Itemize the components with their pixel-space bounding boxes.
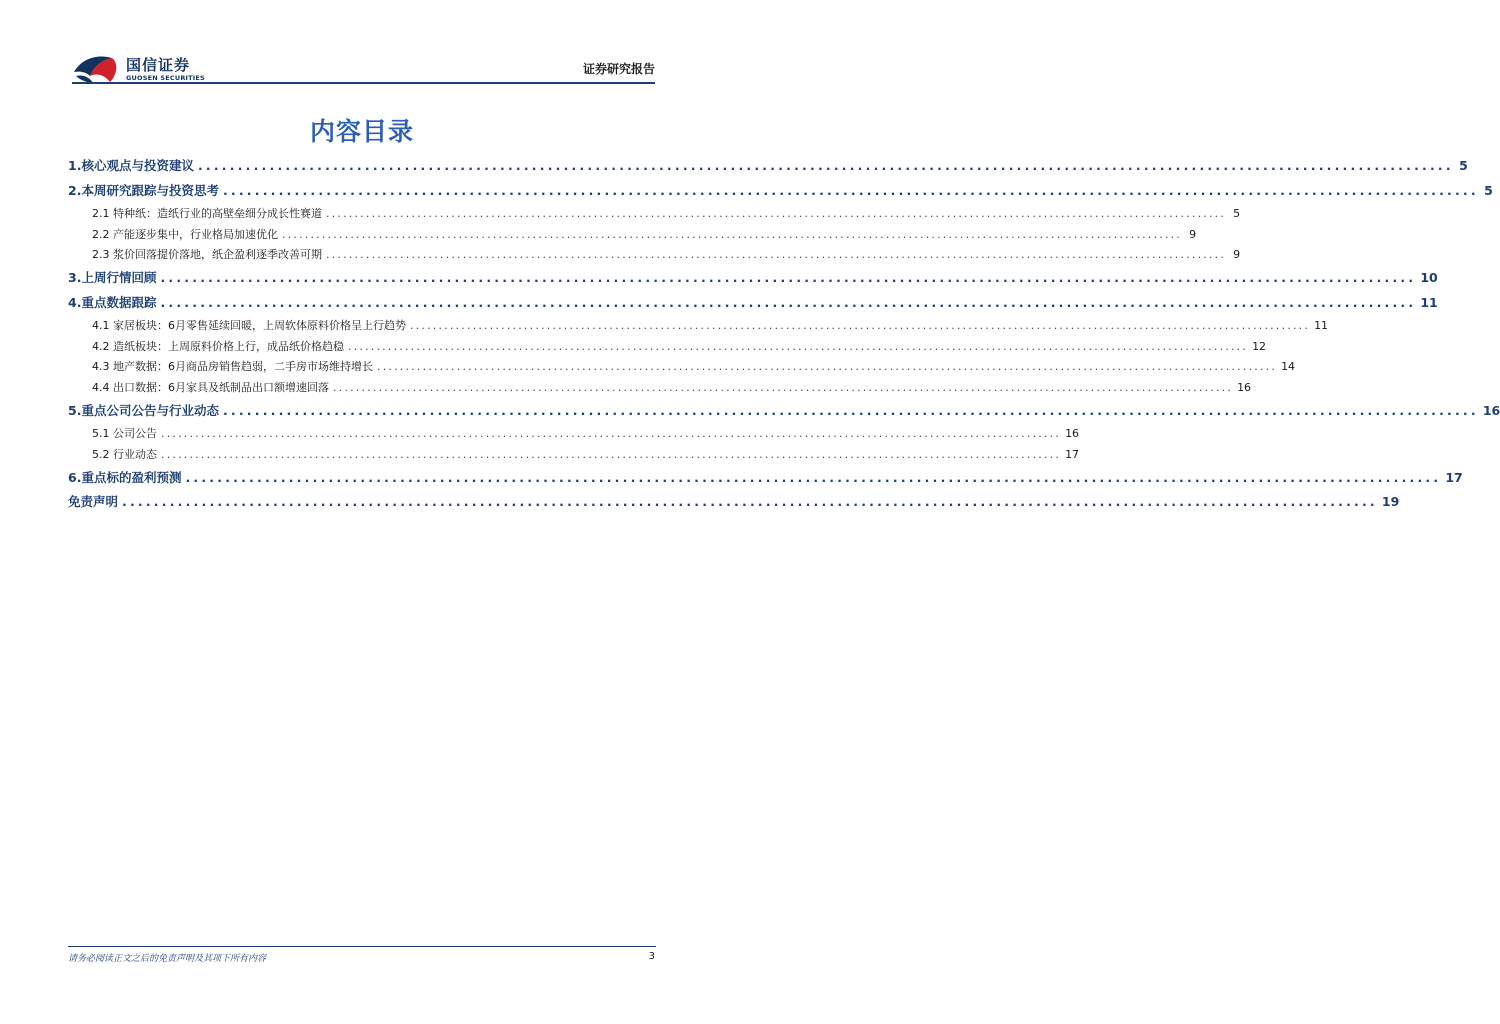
toc-dot-leader: .............................................................................................................................................................. — [326, 207, 1227, 220]
toc-entry-text: 4.3 地产数据：6月商品房销售趋弱，二手房市场维持增长 — [92, 360, 373, 373]
footer-divider — [68, 946, 656, 947]
toc-dot-leader: .............................................................................................................................................................. — [161, 448, 1062, 461]
toc-entry-2-1[interactable] — [92, 205, 1241, 221]
toc-dot-leader: .............................................................................................................................................................. — [333, 381, 1234, 394]
toc-entry-4-4[interactable] — [92, 379, 1252, 395]
toc-dot-leader: .............................................................................................................................................................. — [222, 183, 1479, 198]
toc-page-number: 19 — [1381, 494, 1400, 509]
toc-entry-text: 4.重点数据跟踪 — [68, 295, 157, 310]
toc-dot-leader: .............................................................................................................................................................. — [122, 494, 1378, 509]
toc-page-number: 17 — [1445, 470, 1463, 485]
toc-entry-2[interactable] — [68, 181, 1493, 199]
toc-entry-1[interactable] — [68, 156, 1468, 174]
toc-page-number: 5 — [1459, 158, 1468, 173]
toc-entry-4-1[interactable] — [92, 317, 1329, 333]
toc-page-number: 16 — [1237, 381, 1252, 394]
toc-entry-text: 4.4 出口数据：6月家具及纸制品出口额增速回落 — [92, 381, 329, 394]
toc-dot-leader: .............................................................................................................................................................. — [222, 403, 1479, 418]
toc-page-number: 11 — [1314, 319, 1329, 332]
toc-page-number: 9 — [1233, 248, 1241, 261]
page-number: 3 — [648, 951, 655, 962]
toc-entry-text: 免责声明 — [68, 494, 119, 509]
toc-entry-text: 4.1 家居板块：6月零售延续回暖，上周软体原料价格呈上行趋势 — [92, 319, 406, 332]
toc-entry-text: 5.1 公司公告 — [92, 427, 157, 440]
toc-page-number: 11 — [1420, 295, 1438, 310]
toc-page-number: 9 — [1189, 228, 1197, 241]
toc-dot-leader: .............................................................................................................................................................. — [410, 319, 1311, 332]
toc-entry-5-2[interactable] — [92, 446, 1080, 462]
toc-entry-text: 2.3 浆价回落提价落地，纸企盈利逐季改善可期 — [92, 248, 322, 261]
toc-entry-text: 4.2 造纸板块：上周原料价格上行，成品纸价格趋稳 — [92, 340, 344, 353]
toc-page-number: 17 — [1065, 448, 1080, 461]
toc-entry-text: 5.重点公司公告与行业动态 — [68, 403, 219, 418]
toc-dot-leader: .............................................................................................................................................................. — [348, 340, 1249, 353]
toc-entry-5[interactable] — [68, 401, 1500, 419]
toc-dot-leader: .............................................................................................................................................................. — [282, 228, 1183, 241]
toc-dot-leader: .............................................................................................................................................................. — [377, 360, 1278, 373]
toc-entry-4[interactable] — [68, 293, 1438, 311]
footer-disclaimer-note: 请务必阅读正文之后的免责声明及其项下所有内容 — [68, 954, 267, 964]
toc-dot-leader: .............................................................................................................................................................. — [160, 270, 1417, 285]
toc-page-number: 16 — [1065, 427, 1080, 440]
toc-entry-disclaimer[interactable] — [68, 492, 1400, 510]
toc-title: 内容目录 — [309, 117, 414, 146]
toc-page-number: 5 — [1484, 183, 1493, 198]
toc-entry-6[interactable] — [68, 468, 1463, 486]
toc-page-number: 10 — [1420, 270, 1438, 285]
toc-dot-leader: .............................................................................................................................................................. — [326, 248, 1227, 261]
toc-entry-text: 2.2 产能逐步集中，行业格局加速优化 — [92, 228, 278, 241]
toc-dot-leader: .............................................................................................................................................................. — [197, 158, 1454, 173]
toc-dot-leader: .............................................................................................................................................................. — [160, 295, 1417, 310]
toc-page-number: 14 — [1281, 360, 1296, 373]
toc-page-number: 12 — [1252, 340, 1267, 353]
toc-entry-2-3[interactable] — [92, 246, 1241, 262]
brand-name-en: GUOSEN SECURITIES — [126, 74, 205, 82]
toc-entry-4-3[interactable] — [92, 358, 1296, 374]
toc-entry-text: 3.上周行情回顾 — [68, 270, 157, 285]
toc-entry-5-1[interactable] — [92, 425, 1080, 441]
toc-entry-text: 6.重点标的盈利预测 — [68, 470, 182, 485]
brand-name-cn: 国信证券 — [126, 56, 191, 74]
toc-entry-text: 1.核心观点与投资建议 — [68, 158, 194, 173]
toc-dot-leader: .............................................................................................................................................................. — [161, 427, 1062, 440]
toc-entry-text: 5.2 行业动态 — [92, 448, 157, 461]
toc-dot-leader: .............................................................................................................................................................. — [185, 470, 1442, 485]
report-type-label: 证券研究报告 — [582, 62, 655, 76]
toc-page-number: 5 — [1233, 207, 1241, 220]
toc-entry-3[interactable] — [68, 268, 1438, 286]
toc-entry-text: 2.1 特种纸：造纸行业的高壁垒细分成长性赛道 — [92, 207, 322, 220]
toc-page-number: 16 — [1482, 403, 1500, 418]
toc-entry-4-2[interactable] — [92, 338, 1267, 354]
toc-entry-2-2[interactable] — [92, 226, 1197, 242]
toc-entry-text: 2.本周研究跟踪与投资思考 — [68, 183, 219, 198]
